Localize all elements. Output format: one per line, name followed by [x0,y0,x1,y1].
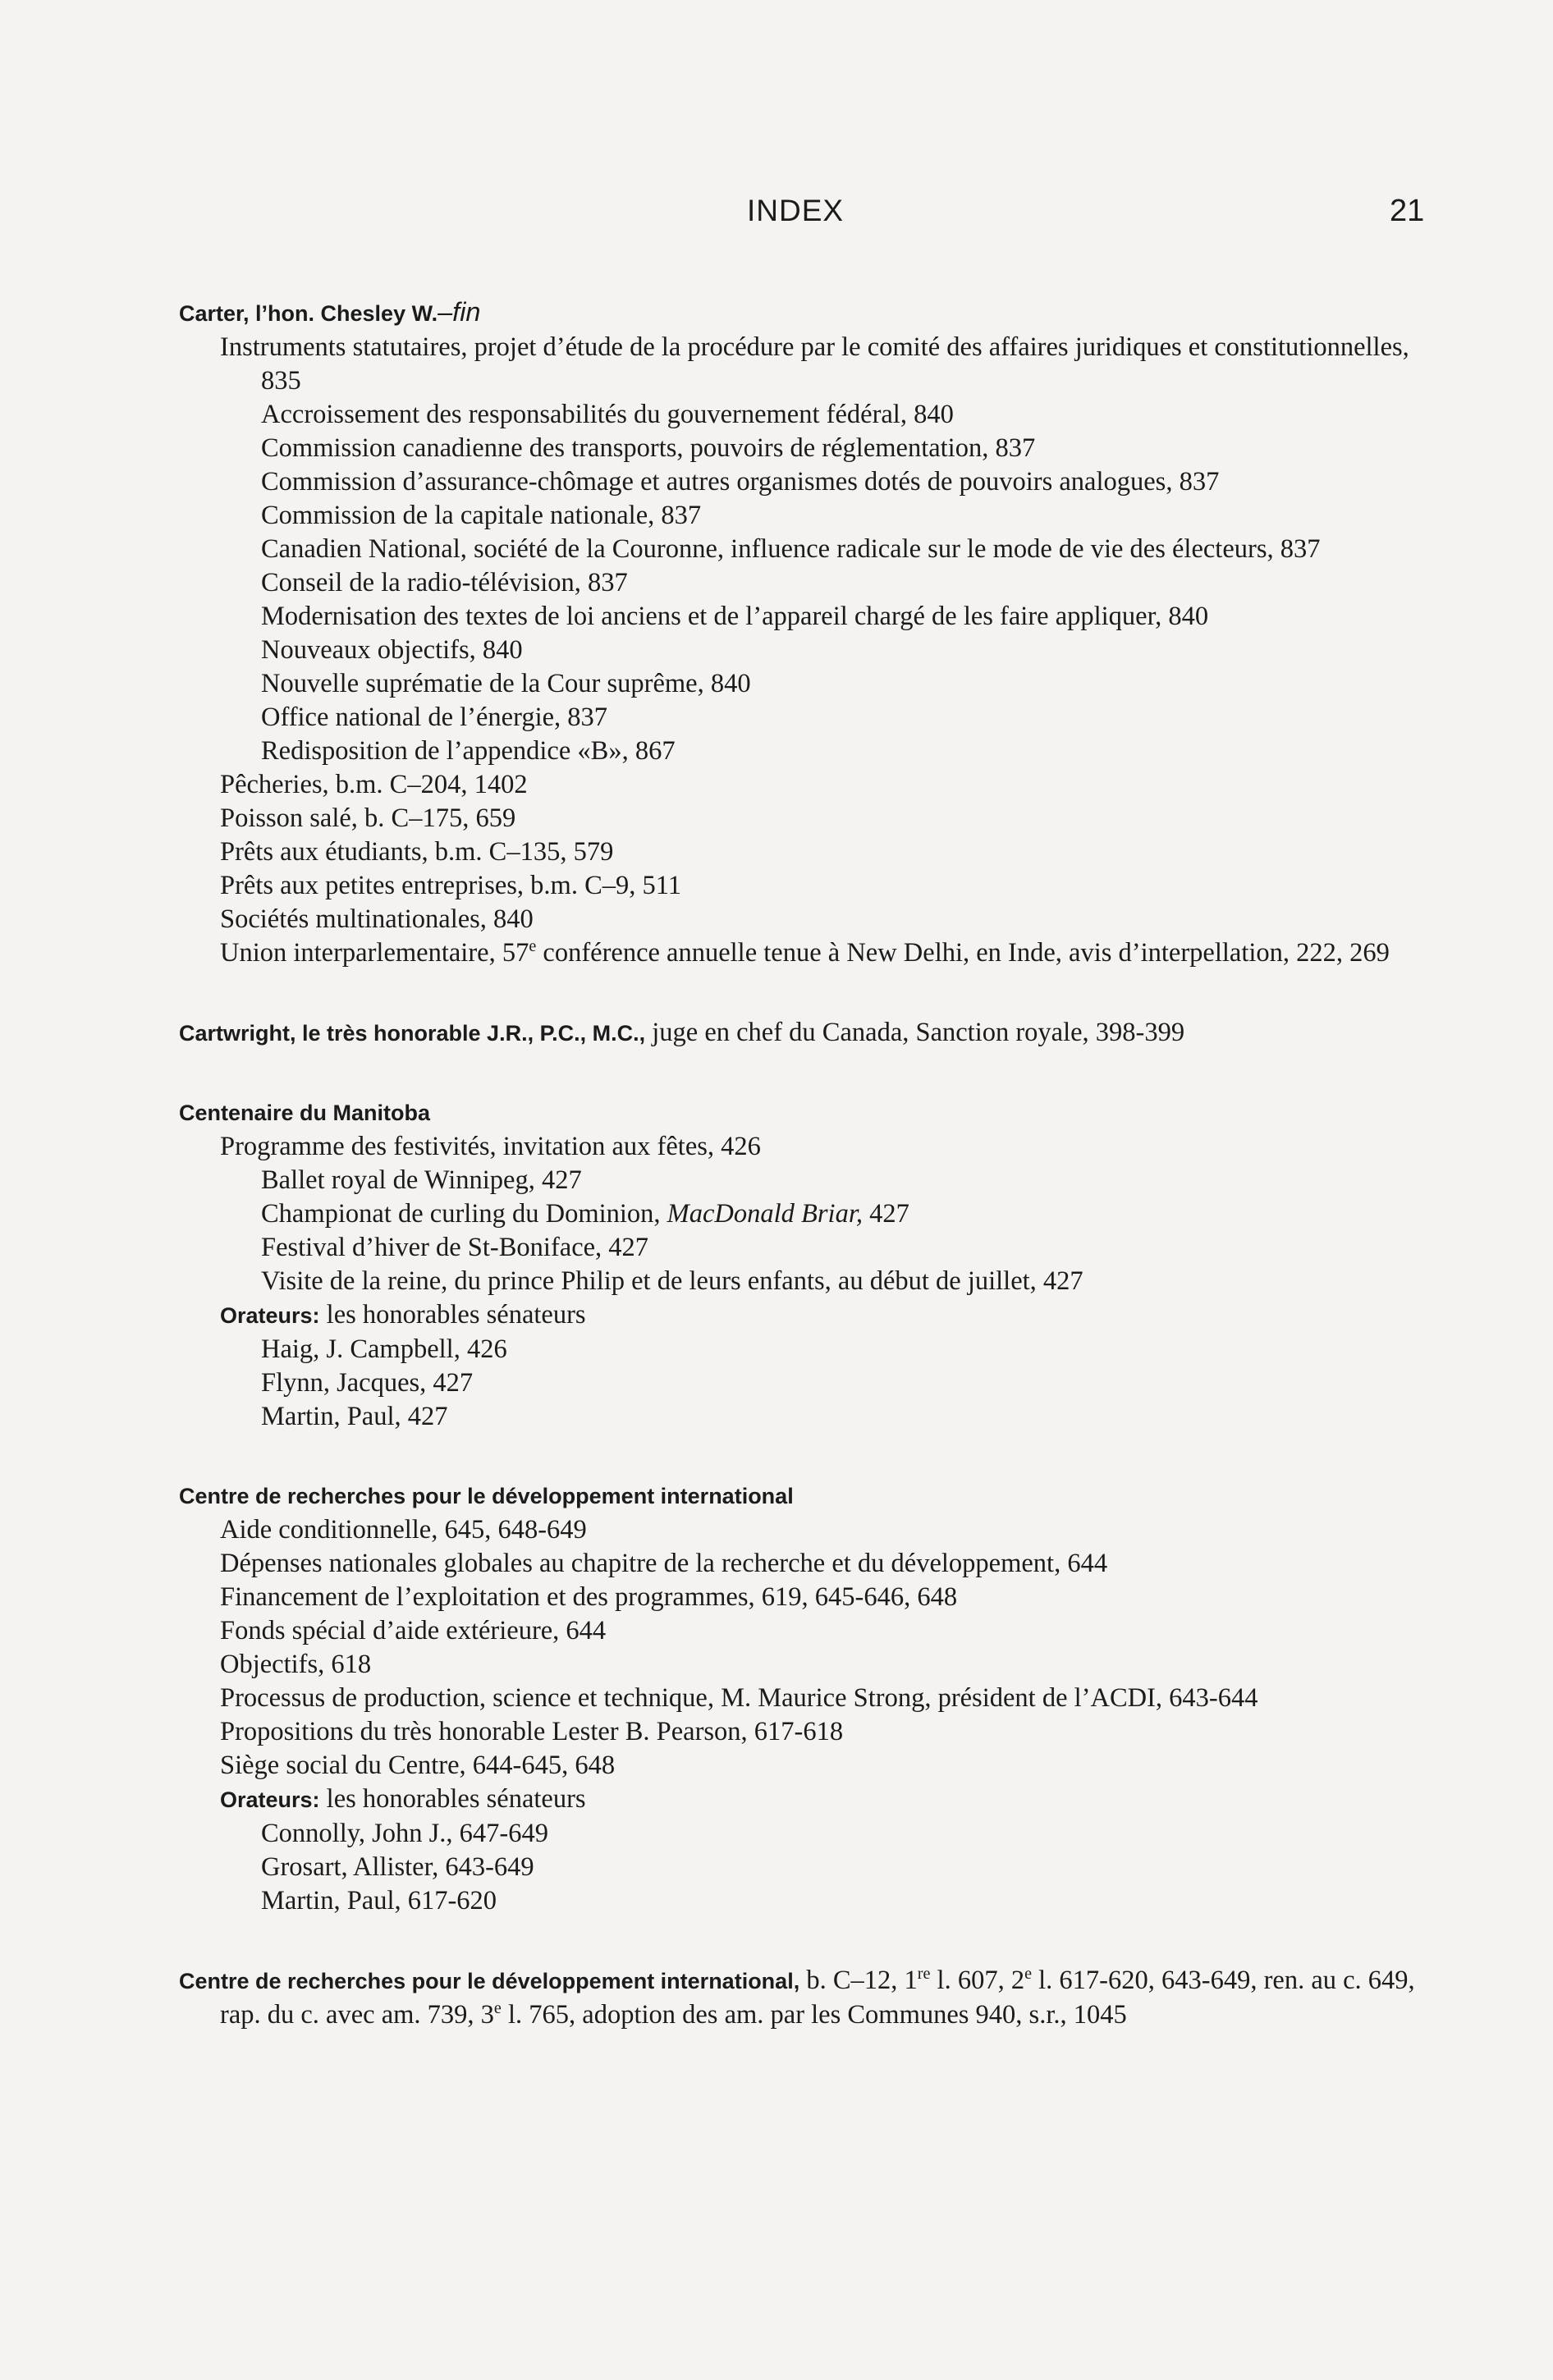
superscript: e [1024,1964,1033,1983]
entry-gap [179,1050,1435,1096]
subentry: Commission canadienne des transports, pouvoirs de réglementation, 837 [261,433,1036,463]
subentry: Commission de la capitale nationale, 837 [261,501,702,530]
entry-text: l. 765, adoption des am. par les Communes 940, s.r., 1045 [501,2000,1127,2030]
subentry [179,1197,1435,1231]
speaker-entry: Haig, J. Campbell, 426 [261,1334,507,1364]
entry-heading-suffix: –fin [437,297,481,327]
index-entry-centre-recherches-bill [179,1964,1435,2032]
subentry: Accroissement des responsabilités du gouvernement fédéral, 840 [261,400,954,429]
orateurs-line [179,1298,1435,1333]
entry-heading-name: Cartwright, le très honorable J.R., P.C., M.C., [179,1021,646,1046]
subentry-italic: MacDonald Briar, [667,1199,863,1229]
subentry: Objectifs, 618 [220,1650,372,1679]
page-number: 21 [1390,194,1425,228]
subentry: Commission d’assurance-chômage et autres organismes dotés de pouvoirs analogues, 837 [261,467,1220,497]
subentry: Festival d’hiver de St-Boniface, 427 [261,1233,649,1262]
entry-heading: Centenaire du Manitoba [179,1101,431,1125]
subentry: Prêts aux petites entreprises, b.m. C–9, 511 [220,871,682,900]
speaker-entry: Connolly, John J., 647-649 [261,1819,548,1848]
speaker-entry: Flynn, Jacques, 427 [261,1368,474,1398]
entry-gap [179,970,1435,1016]
subentry: Processus de production, science et technique, M. Maurice Strong, président de l’ACDI, 643-644 [220,1683,1258,1713]
index-entry-cartwright [179,1016,1435,1050]
subentry: Redisposition de l’appendice «B», 867 [261,736,676,766]
entry-text: juge en chef du Canada, Sanction royale, 398-399 [645,1018,1185,1047]
subentry [179,936,1435,970]
subentry: Prêts aux étudiants, b.m. C–135, 579 [220,837,614,867]
subentry: Conseil de la radio-télévision, 837 [261,568,628,597]
superscript: e [529,936,537,955]
orateurs-line [179,1783,1435,1817]
subentry: Sociétés multinationales, 840 [220,904,534,934]
entry-heading-name: Centre de recherches pour le développement international, [179,1969,800,1993]
subentry: Siège social du Centre, 644-645, 648 [220,1751,616,1780]
entry-heading-name: Carter, l’hon. Chesley W. [179,301,438,326]
speaker-entry: Grosart, Allister, 643-649 [261,1852,534,1882]
subentry: Pêcheries, b.m. C–204, 1402 [220,770,528,799]
subentry: Modernisation des textes de loi anciens et de l’appareil chargé de les faire appliquer, 840 [261,602,1209,631]
entry-text: l. 607, 2 [930,1966,1025,1995]
subentry: Ballet royal de Winnipeg, 427 [261,1165,582,1195]
index-entry-centre-recherches [179,1480,1435,1918]
entry-heading [179,1016,1435,1050]
orateurs-label: Orateurs: [220,1787,320,1812]
index-entry-centenaire [179,1096,1435,1434]
superscript: re [917,1964,931,1983]
entry-text: l. 617-620, 643-649, ren. au c. 649, rap. du c. avec am. 739, 3 [220,1966,1415,2030]
subentry: Visite de la reine, du prince Philip et de leurs enfants, au début de juillet, 427 [261,1266,1083,1296]
subentry-text: Union interparlementaire, 57 [220,938,529,968]
subentry: Fonds spécial d’aide extérieure, 644 [220,1616,607,1645]
subentry: Office national de l’énergie, 837 [261,703,608,732]
speaker-entry: Martin, Paul, 617-620 [261,1886,497,1915]
subentry: Nouvelle suprématie de la Cour suprême, 840 [261,669,751,698]
subentry: Dépenses nationales globales au chapitre de la recherche et du développement, 644 [220,1549,1108,1578]
subentry-text: conférence annuelle tenue à New Delhi, en Inde, avis d’interpellation, 222, 269 [536,938,1390,968]
subentry: Propositions du très honorable Lester B. Pearson, 617-618 [220,1717,844,1746]
subentry-text: Championat de curling du Dominion, [261,1199,667,1229]
subentry: Canadien National, société de la Couronne, influence radicale sur le mode de vie des électeurs, 837 [261,534,1321,564]
subentry: Poisson salé, b. C–175, 659 [220,803,516,833]
entry-gap [179,1918,1435,1964]
entry-heading [179,1964,1435,2032]
subentry: Programme des festivités, invitation aux fêtes, 426 [220,1132,761,1161]
index-content [179,295,1435,2032]
index-entry-carter [179,295,1435,970]
entry-heading [179,295,1435,331]
orateurs-text: les honorables sénateurs [319,1300,586,1330]
subentry: Nouveaux objectifs, 840 [261,635,523,665]
subentry-text: 427 [863,1199,909,1229]
page-title: INDEX [747,194,845,227]
superscript: e [493,1998,502,2017]
subentry: Instruments statutaires, projet d’étude de la procédure par le comité des affaires juridiques et constitutionnelles, 835 [220,332,1409,396]
subentry: Aide conditionnelle, 645, 648-649 [220,1515,587,1545]
speaker-entry: Martin, Paul, 427 [261,1402,448,1431]
orateurs-label: Orateurs: [220,1303,320,1328]
entry-heading: Centre de recherches pour le développement international [179,1484,794,1508]
entry-text: b. C–12, 1 [799,1966,918,1995]
entry-gap [179,1434,1435,1480]
subentry: Financement de l’exploitation et des programmes, 619, 645-646, 648 [220,1582,958,1612]
orateurs-text: les honorables sénateurs [319,1784,586,1814]
